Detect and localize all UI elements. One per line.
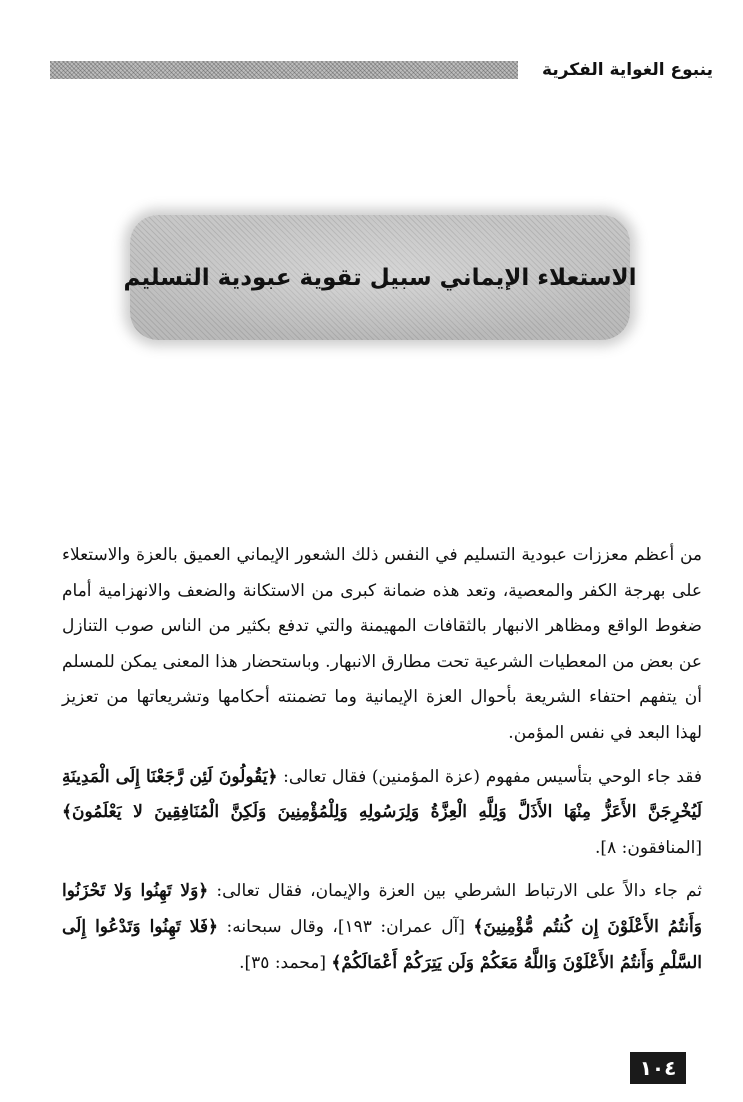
quran-quote: ﴿فَلا تَهِنُوا وَتَدْعُوا إِلَى السَّلْمِ وَأَنتُمُ الأَعْلَوْنَ وَاللَّهُ مَعَكُمْ وَلَن يَتِرَكُمْ أَعْمَالَكُمْ﴾ [62, 916, 702, 973]
chapter-title-banner [123, 215, 637, 340]
body-text [62, 538, 702, 981]
paragraph-3-intro: ثم جاء دالاً على الارتباط الشرطي بين العزة والإيمان، فقال تعالى: [208, 881, 702, 902]
running-header [50, 56, 713, 84]
chapter-title: الاستعلاء الإيماني سبيل تقوية عبودية التسليم [123, 264, 637, 291]
running-header-title: ينبوع الغواية الفكرية [542, 60, 713, 80]
paragraph-1: من أعظم معززات عبودية التسليم في النفس ذلك الشعور الإيماني العميق بالعزة والاستعلاء على بهرجة الكفر والمعصية، وتعد هذه ضمانة كبرى من الاستكانة والضعف والانهزامية أمام ضغوط الواقع ومظاهر الانبهار بالثقافات المهيمنة والتي تدفع بكثير من الناس صوب التنازل عن بعض من المعطيات الشرعية تحت مطارق الانبهار. وباستحضار هذا المعنى يمكن للمسلم أن يتفهم احتفاء الشريعة بأحوال العزة الإيمانية وما تضمنته أحكامها وتشريعاتها من تعزيز لهذا البعد في نفس المؤمن. [62, 545, 702, 743]
paragraph-3 [62, 874, 702, 981]
paragraph-2 [62, 760, 702, 867]
header-decorative-band [50, 61, 518, 79]
quran-quote: ﴿وَلا تَهِنُوا وَلا تَحْزَنُوا وَأَنتُمُ الأَعْلَوْنَ إِن كُنتُم مُّؤْمِنِينَ﴾ [62, 881, 702, 937]
quote-citation: [المنافقون: ٨]. [595, 837, 702, 858]
paragraph-2-intro: فقد جاء الوحي بتأسيس مفهوم (عزة المؤمنين) فقال تعالى: [277, 766, 702, 787]
quran-quote: ﴿يَقُولُونَ لَئِن رَّجَعْنَا إِلَى الْمَدِينَةِ لَيُخْرِجَنَّ الأَعَزُّ مِنْهَا الأَذَلَّ وَلِلَّهِ الْعِزَّةُ وَلِرَسُولِهِ وَلِلْمُؤْمِنِينَ وَلَكِنَّ الْمُنَافِقِينَ لا يَعْلَمُونَ﴾ [62, 766, 702, 823]
quote-citation: [آل عمران: ١٩٣]، وقال سبحانه: [218, 916, 474, 937]
page-number: ١٠٤ [630, 1052, 686, 1084]
quote-citation: [محمد: ٣٥]. [239, 952, 332, 973]
